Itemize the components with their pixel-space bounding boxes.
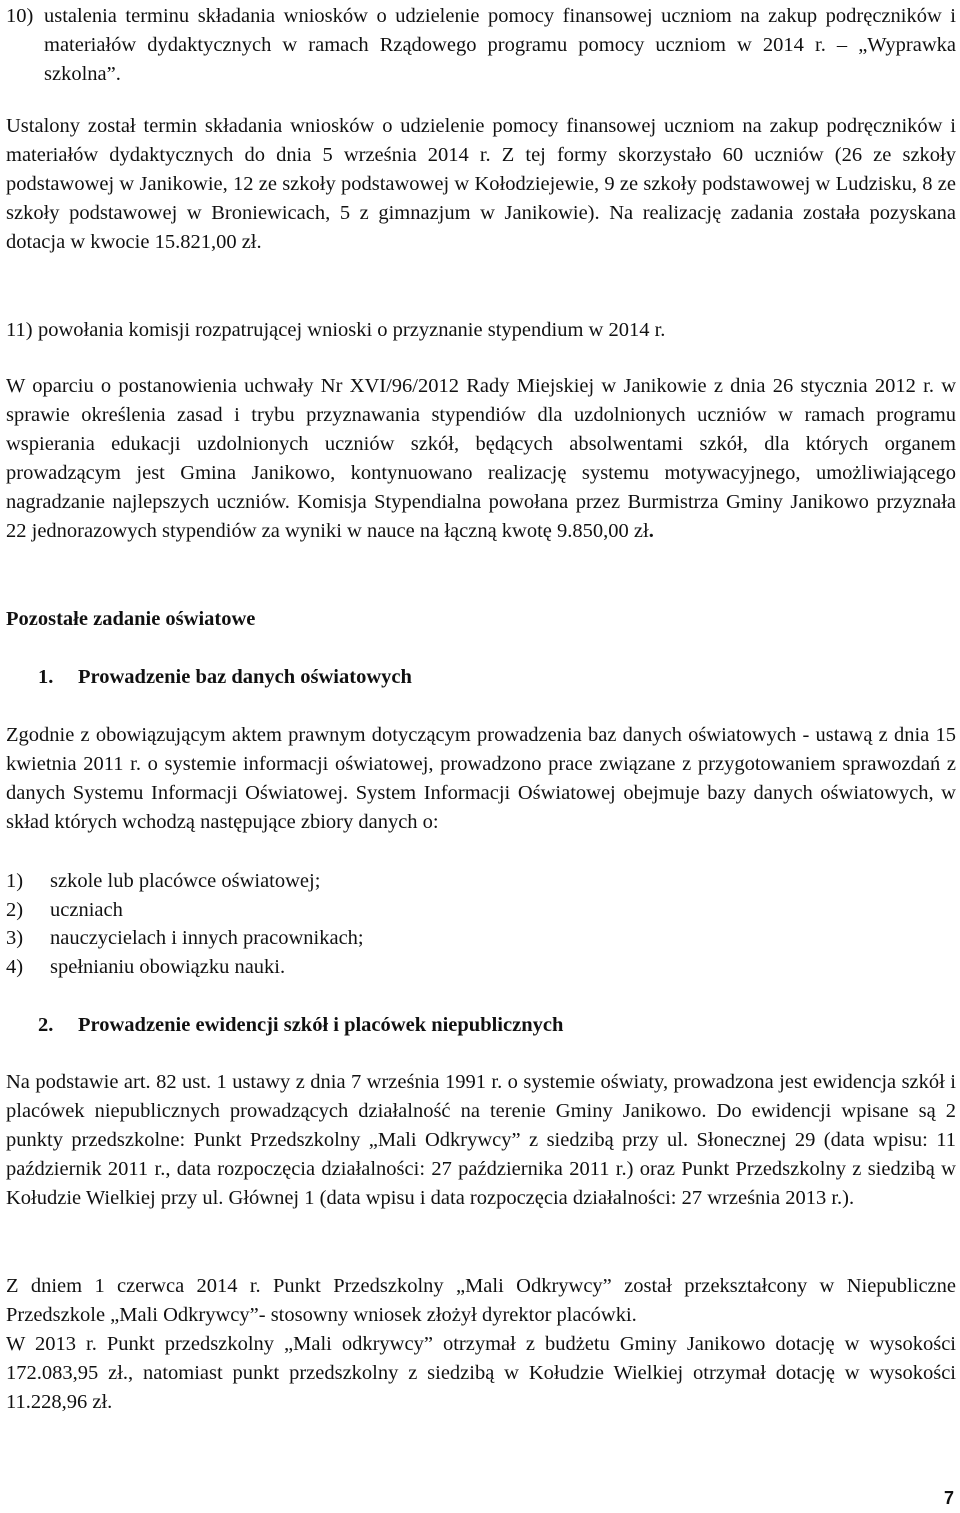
list-text: szkole lub placówce oświatowej; [50, 870, 321, 892]
subsection-title: Prowadzenie baz danych oświatowych [78, 666, 412, 688]
list-text: uczniach [50, 898, 123, 921]
subsection-number: 2. [38, 1014, 54, 1036]
list-item-11 [6, 316, 956, 345]
list-text: nauczycielach i innych pracownikach; [50, 927, 364, 949]
list-item-10 [6, 2, 956, 89]
list-item [6, 953, 956, 982]
list-text: powołania komisji rozpatrującej wnioski o przyznanie stypendium w 2014 r. [38, 319, 666, 341]
paragraph-termin: Ustalony został termin składania wniosków o udzielenie pomocy finansowej uczniom na zakup podręczników i materiałów dydaktycznych do dnia 5 września 2014 r. Z tej formy skorzystało 60 uczniów (26 ze szkoły podstawowej w Janikowie, 12 ze szkoły podstawowej w Kołodziejewie, 9 ze szkoły podstawowej w Ludzisku, 8 ze szkoły podstawowej w Broniewicach, 5 z gimnazjum w Janikowie). Na realizację zadania została pozyskana dotacja w kwocie 15.821,00 zł. [6, 115, 956, 253]
list-text: ustalenia terminu składania wniosków o udzielenie pomocy finansowej uczniom na zakup podręczników i materiałów dydaktycznych w ramach Rządowego programu pomocy uczniom w 2014 r. – „Wyprawka szkolna”. [44, 5, 956, 85]
paragraph-text: W oparciu o postanowienia uchwały Nr XVI/96/2012 Rady Miejskiej w Janikowie z dnia 26 stycznia 2012 r. w sprawie określenia zasad i trybu przyznawania stypendiów dla uzdolnionych uczniów w ramach programu wspierania edukacji uzdolnionych uczniów szkół, będących absolwentami szkół, dla których organem prowadzącym jest Gmina Janikowo, kontynuowano realizację systemu motywacyjnego, umożliwiającego nagradzanie najlepszych uczniów. Komisja Stypendialna powołana przez Burmistrza Gminy Janikowo przyznała 22 jednorazowych stypendiów za wyniki w nauce na łączną kwotę 9.850,00 zł [6, 375, 956, 542]
subsection-heading-1 [38, 663, 412, 692]
list-number: 3) [6, 927, 24, 949]
subsection-number: 1. [38, 666, 54, 688]
paragraph-dotacje: W 2013 r. Punkt przedszkolny „Mali odkrywcy” otrzymał z budżetu Gminy Janikowo dotację w wysokości 172.083,95 zł., natomiast punkt przedszkolny z siedzibą w Kołudzie Wielkiej otrzymał dotację w wysokości 11.228,96 zł. [6, 1333, 956, 1413]
paragraph-end: . [648, 520, 654, 542]
list-number: 4) [6, 955, 24, 978]
data-sets-list [6, 867, 956, 981]
list-number: 2) [6, 898, 24, 921]
subsection-title: Prowadzenie ewidencji szkół i placówek niepublicznych [78, 1014, 564, 1036]
paragraph-bazy-danych: Zgodnie z obowiązującym aktem prawnym dotyczącym prowadzenia baz danych oświatowych - ustawą z dnia 15 kwietnia 2011 r. o systemie informacji oświatowej, prowadzono prace związane z przygotowaniem sprawozdań z danych Systemu Informacji Oświatowej. System Informacji Oświatowej obejmuje bazy danych oświatowych, w skład których wchodzą następujące zbiory danych o: [6, 724, 956, 833]
page-number: 7 [943, 1488, 954, 1508]
paragraph-ewidencja: Na podstawie art. 82 ust. 1 ustawy z dnia 7 września 1991 r. o systemie oświaty, prowadzona jest ewidencja szkół i placówek niepublicznych prowadzących działalność na terenie Gminy Janikowo. Do ewidencji wpisane są 2 punkty przedszkolne: Punkt Przedszkolny „Mali Odkrywcy” z siedzibą przy ul. Słonecznej 29 (data wpisu: 11 październik 2011 r., data rozpoczęcia działalności: 27 października 2011 r.) oraz Punkt Przedszkolny z siedzibą w Kołudzie Wielkiej przy ul. Głównej 1 (data wpisu i data rozpoczęcia działalności: 27 września 2013 r.). [6, 1071, 956, 1209]
paragraph-stypendia [6, 372, 956, 546]
paragraph-przeksztalcenie: Z dniem 1 czerwca 2014 r. Punkt Przedszkolny „Mali Odkrywcy” został przekształcony w Niepubliczne Przedszkole „Mali Odkrywcy”- stosowny wniosek złożył dyrektor placówki. [6, 1275, 956, 1326]
list-item [6, 896, 956, 925]
list-item [6, 924, 956, 953]
list-number: 10) [6, 5, 34, 27]
subsection-heading-2 [38, 1011, 563, 1040]
list-item [6, 867, 956, 896]
list-number: 1) [6, 870, 24, 892]
list-number: 11) [6, 319, 33, 341]
list-text: spełnianiu obowiązku nauki. [50, 955, 286, 978]
section-title: Pozostałe zadanie oświatowe [6, 608, 256, 630]
